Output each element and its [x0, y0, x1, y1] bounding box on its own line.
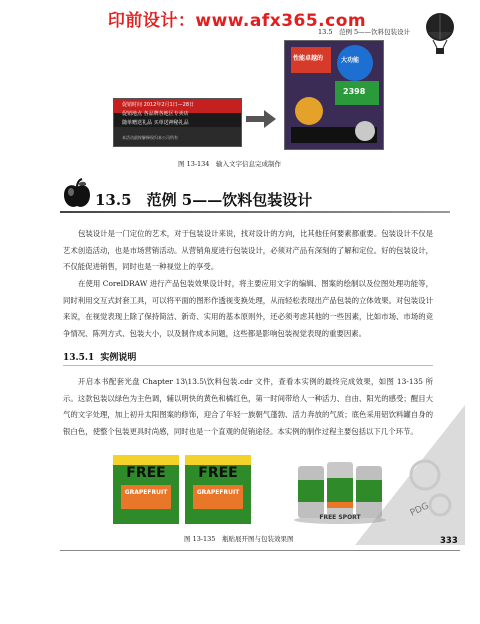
decorative-stamp-image [345, 395, 465, 545]
hot-air-balloon-icon [423, 12, 457, 56]
promo-poster-image [284, 40, 384, 150]
flyer-line: 随单赠送礼品 买单送神秘礼品 [122, 120, 189, 126]
page-number: 333 [440, 536, 458, 546]
caption-number: 图 13-134 [178, 160, 210, 168]
stamp-text: PDG [408, 501, 431, 519]
product-text: FREE SPORT [319, 514, 361, 521]
can-brand-text: FREE [126, 465, 166, 481]
poster-text: 大功能 [341, 57, 360, 64]
body-paragraph: 包装设计是一门定位的艺术，对于包装设计来说，找对设计的方向，比其他任何要素都重要。包装设计不仅是艺术创造活动，也是市场营销活动。从营销角度进行包装设计，必须对产品有深刻的了解和定位。好的包装设计，不仅能促进销售，同时也是一种视觉上的享受。 [63, 229, 433, 271]
subsection-title: 实例说明 [100, 353, 137, 363]
section-title [95, 189, 312, 210]
caption-text: 输入文字信息完成制作 [215, 160, 281, 168]
arrow-right-icon [246, 110, 276, 128]
footer-divider [60, 550, 460, 551]
section-divider [60, 211, 450, 213]
subsection-divider [63, 365, 433, 366]
body-paragraph: 在使用 CorelDRAW 进行产品包装效果设计时，将主要应用文字的编辑、图案的绘制以及位图处理功能等，同时利用交互式封套工具，可以将平面的图形作透视变换处理，从而轻松表现出产品包装的立体效果。对包装设计来说，在视觉表现上除了保持简洁、新奇、实用的基本原则外，还必须考虑其他的一些因素，比如市场、市场的竞争情况、陈列方式、包装大小，以及制作成本问题，这些都是影响包装视觉表现的重要因素。 [63, 279, 433, 338]
running-head: 13.5 范例 5——饮料包装设计 [318, 28, 411, 36]
poster-text: 性能卓越的 [293, 55, 324, 62]
section-number: 13.5 [95, 191, 132, 209]
poster-price: 2398 [343, 87, 366, 96]
caption-number: 图 13-135 [184, 535, 216, 543]
body-paragraph: 开启本书配套光盘 Chapter 13\13.5\饮料包装.cdr 文件，查看本实例的最终完成效果，如图 13-135 所示。这款包装以绿色为主色调，辅以明快的黄色和橘红色，第一时间带给人一种活力、自由、阳光的感受；醒目大气的文字处理，加上初升太阳图案的修饰，迎合了年轻一族朝气蓬勃、活力奔放的气质；底色采用铝饮料罐自身的银白色，使整个包装更具时尚感，同时也是一个直观的促销途径。本实例的制作过程主要包括以下几个环节。 [63, 377, 433, 436]
flyer-line: 促销时间 2012年2月1日—28日 [122, 102, 195, 108]
watermark-text: 印前设计：www.afx365.com [107, 11, 367, 31]
apple-icon [62, 178, 92, 210]
can-label-flat-image [113, 455, 179, 524]
can-flavor-text: GRAPEFRUIT [124, 489, 168, 496]
subsection-number: 13.5.1 [63, 353, 95, 363]
section-title-text: 范例 5——饮料包装设计 [146, 191, 313, 209]
figure-caption-top [178, 159, 281, 168]
subsection-heading [63, 350, 136, 363]
flyer-line: 促销地点 各品牌各地区专卖店 [122, 111, 189, 117]
can-brand-text: FREE [198, 465, 238, 481]
figure-caption-bottom [184, 534, 293, 543]
caption-text: 瓶贴展开图与包装效果图 [221, 535, 294, 543]
flyer-line: 本活动最终解释权归本公司所有 [122, 135, 178, 140]
can-flavor-text: GRAPEFRUIT [196, 489, 240, 496]
promo-flyer-image [113, 98, 242, 147]
can-label-flat-image [185, 455, 251, 524]
